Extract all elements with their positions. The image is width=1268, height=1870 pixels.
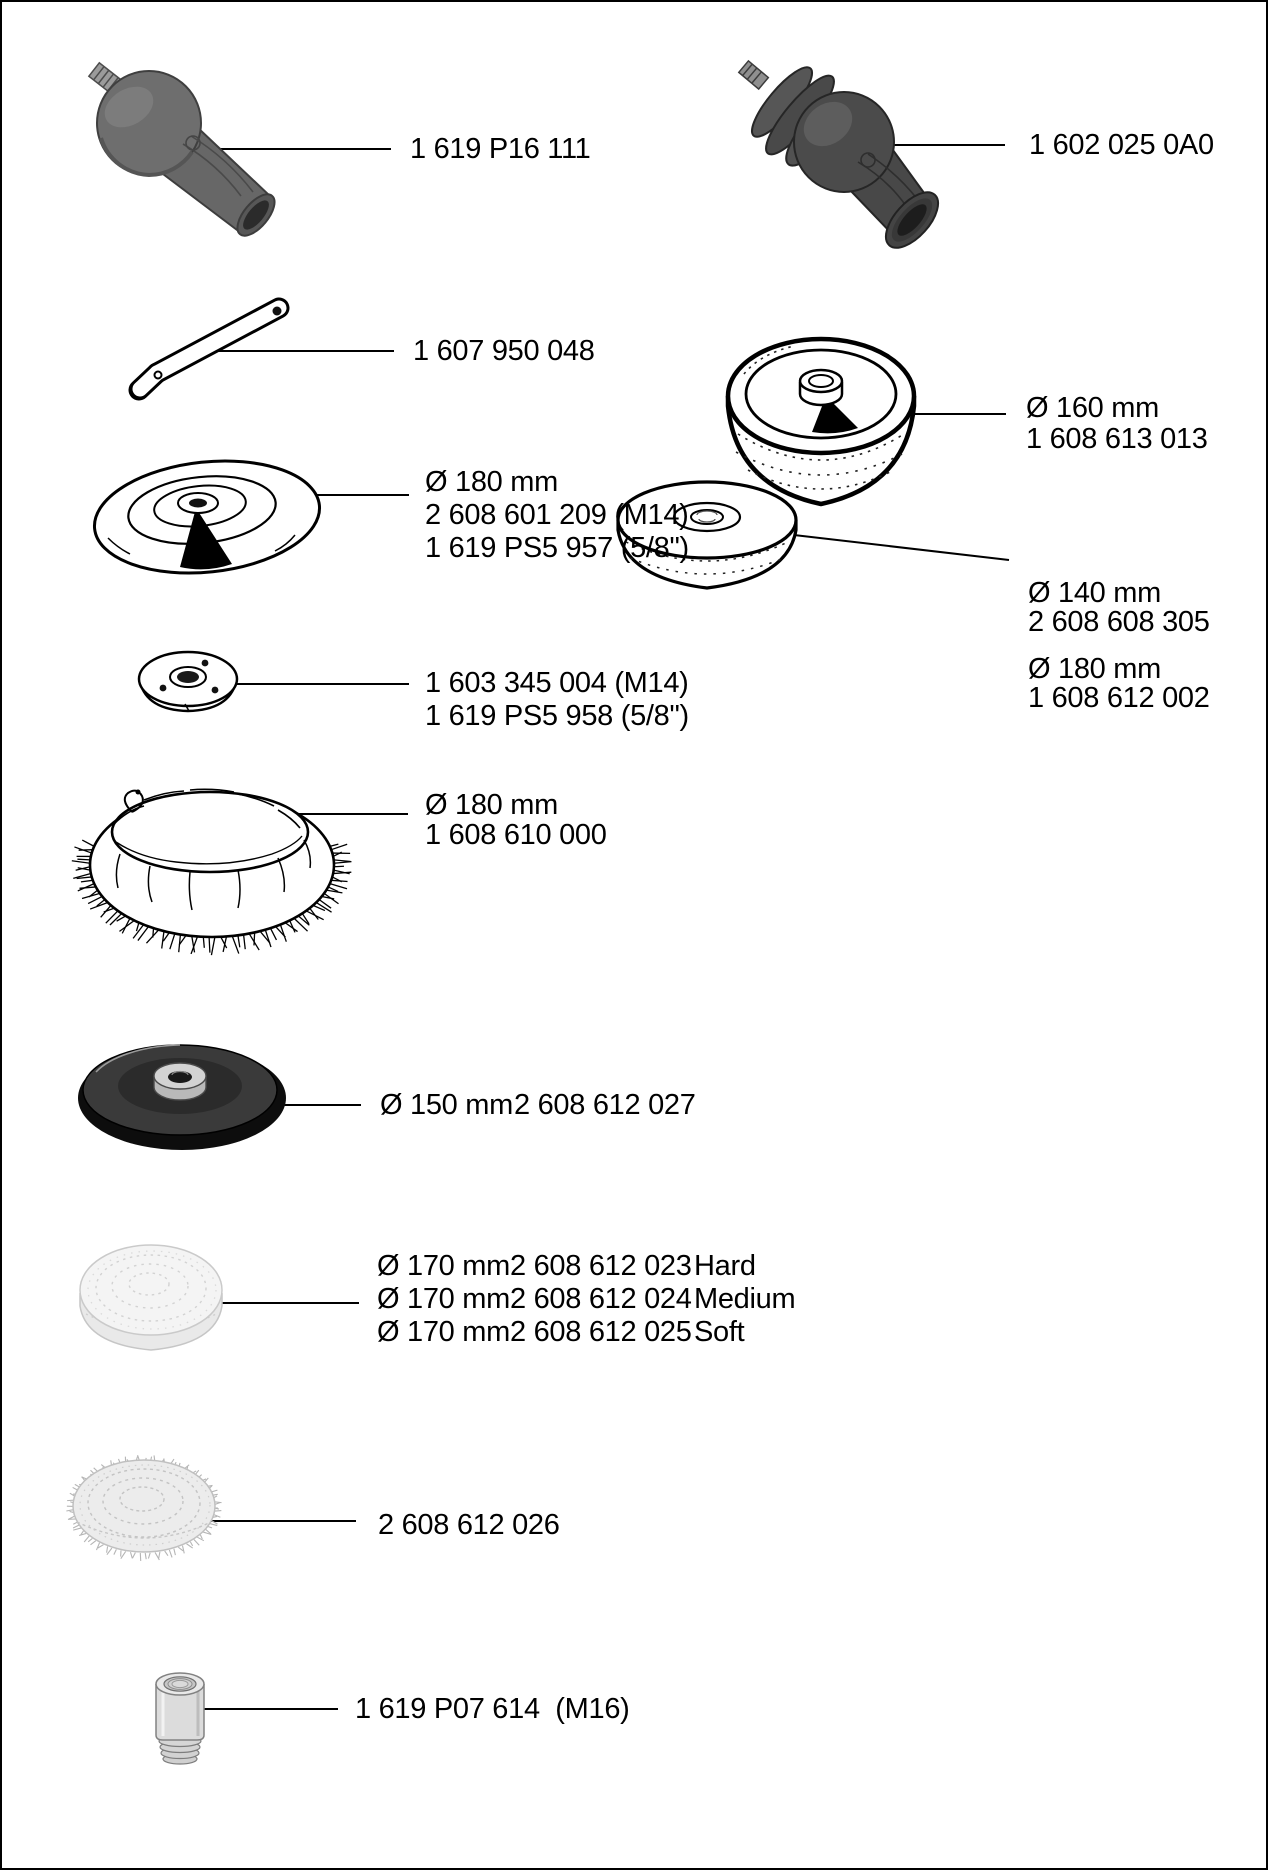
diameter-sponge-soft: Ø 170 mm [377,1316,510,1348]
part-number-pin-spanner: 1 607 950 048 [413,335,595,367]
diameter-felt-wheel-140: Ø 140 mm [1028,577,1161,609]
part-number-wool-pad: 2 608 612 026 [378,1509,560,1541]
round-nut-illustration [135,648,245,720]
wool-bonnet-illustration [80,762,345,977]
part-number-sponge-hard: 2 608 612 023 [510,1250,692,1282]
diameter-fleece-wheel: Ø 160 mm [1026,392,1159,424]
diameter-sponge-medium: Ø 170 mm [377,1283,510,1315]
part-number-rubber-pad: 2 608 612 027 [514,1089,696,1121]
diameter-rubber-pad: Ø 150 mm [380,1089,513,1121]
diameter-backing-pad: Ø 180 mm [425,466,558,498]
part-number-backing-pad-m14: 2 608 601 209 (M14) [425,499,689,531]
pin-spanner-illustration [105,285,315,405]
backing-pad-180-illustration [90,450,340,595]
part-number-round-nut-m14: 1 603 345 004 (M14) [425,667,689,699]
diameter-wool-bonnet: Ø 180 mm [425,789,558,821]
part-number-aux-handle-standard: 1 619 P16 111 [410,133,591,165]
grade-sponge-hard: Hard [694,1250,756,1282]
part-number-thread-adapter: 1 619 P07 614 (M16) [355,1693,630,1725]
wool-pad-illustration [67,1448,222,1568]
part-number-sponge-soft: 2 608 612 025 [510,1316,692,1348]
part-number-aux-handle-vibration: 1 602 025 0A0 [1029,129,1214,161]
thread-adapter-illustration [142,1662,222,1767]
part-number-backing-pad-5-8: 1 619 PS5 957 (5/8") [425,532,689,564]
aux-handle-standard-illustration [87,60,302,255]
part-number-round-nut-5-8: 1 619 PS5 958 (5/8") [425,700,689,732]
part-number-wool-bonnet: 1 608 610 000 [425,819,607,851]
part-number-felt-wheel-180: 1 608 612 002 [1028,682,1210,714]
part-number-felt-wheel-140: 2 608 608 305 [1028,606,1210,638]
aux-handle-vibration-illustration [732,50,957,260]
rubber-pad-150-illustration [74,1034,294,1159]
part-number-sponge-medium: 2 608 612 024 [510,1283,692,1315]
grade-sponge-soft: Soft [694,1316,745,1348]
polishing-sponge-illustration [74,1238,229,1360]
diameter-sponge-hard: Ø 170 mm [377,1250,510,1282]
diameter-felt-wheel-180: Ø 180 mm [1028,653,1161,685]
grade-sponge-medium: Medium [694,1283,796,1315]
part-number-fleece-wheel: 1 608 613 013 [1026,423,1208,455]
